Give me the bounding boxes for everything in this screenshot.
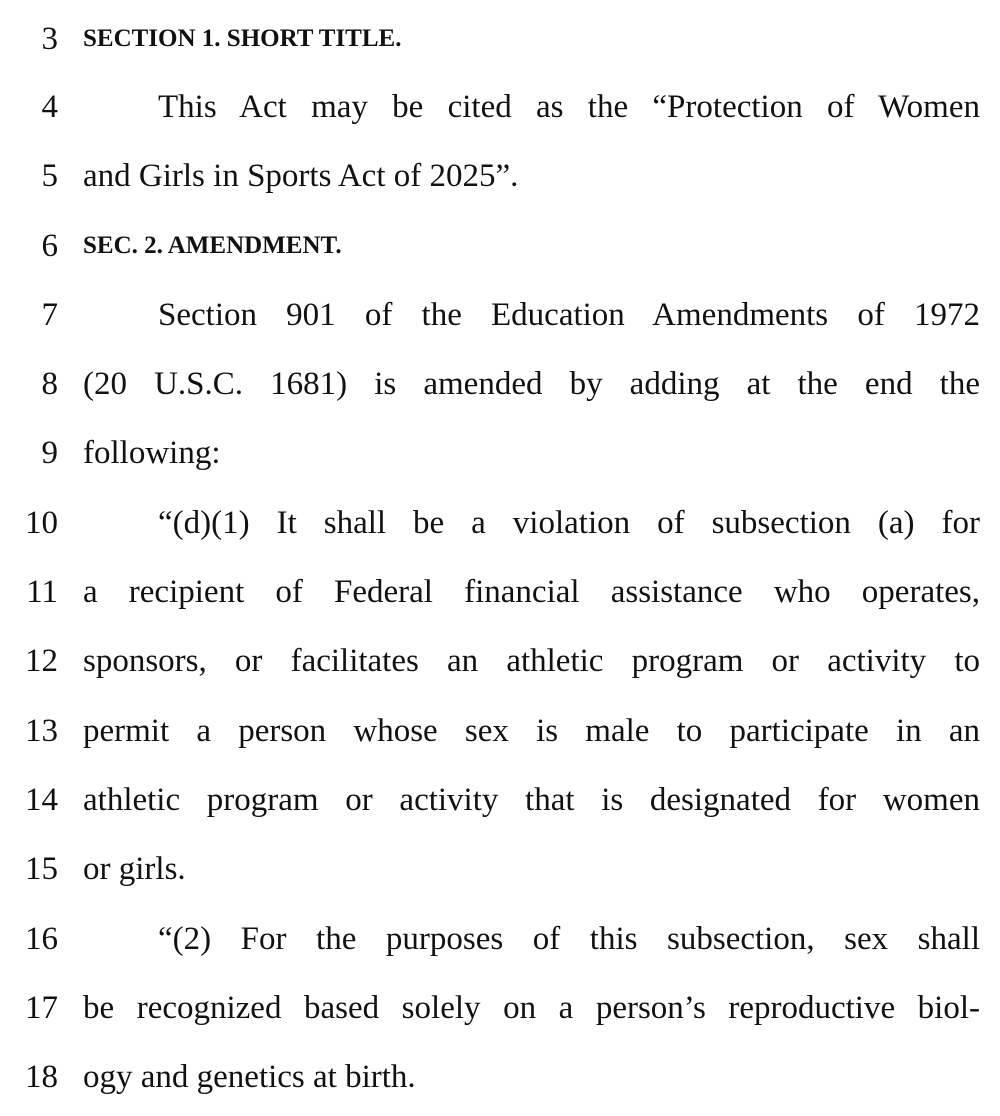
line-number: 12 bbox=[25, 643, 58, 679]
line-text: sponsors, or facilitates an athletic program or activity to bbox=[83, 643, 980, 679]
bill-line-4 bbox=[0, 82, 1000, 132]
bill-line-18 bbox=[0, 1052, 1000, 1102]
line-number: 9 bbox=[41, 435, 58, 471]
line-text: (20 U.S.C. 1681) is amended by adding at the end the bbox=[83, 366, 980, 402]
line-number: 8 bbox=[41, 366, 58, 402]
bill-line-14 bbox=[0, 775, 1000, 825]
line-number: 18 bbox=[25, 1059, 58, 1095]
line-text: or girls. bbox=[83, 851, 186, 887]
bill-line-13 bbox=[0, 706, 1000, 756]
bill-line-17 bbox=[0, 983, 1000, 1033]
line-number: 15 bbox=[25, 851, 58, 887]
line-text: “(d)(1) It shall be a violation of subsection (a) for bbox=[158, 505, 980, 541]
bill-line-3 bbox=[0, 14, 1000, 64]
line-number: 7 bbox=[41, 297, 58, 333]
bill-line-8 bbox=[0, 359, 1000, 409]
line-text: “(2) For the purposes of this subsection, sex shall bbox=[158, 921, 980, 957]
line-text: and Girls in Sports Act of 2025”. bbox=[83, 158, 519, 194]
line-number: 4 bbox=[41, 89, 58, 125]
line-number: 10 bbox=[25, 505, 58, 541]
bill-line-6 bbox=[0, 221, 1000, 271]
bill-line-11 bbox=[0, 567, 1000, 617]
bill-line-16 bbox=[0, 914, 1000, 964]
line-text: be recognized based solely on a person’s reproductive biol- bbox=[83, 990, 980, 1026]
line-text: permit a person whose sex is male to participate in an bbox=[83, 713, 980, 749]
line-number: 3 bbox=[41, 21, 58, 57]
line-number: 11 bbox=[26, 574, 58, 610]
section-1-heading: SECTION 1. SHORT TITLE. bbox=[83, 25, 402, 52]
line-number: 6 bbox=[41, 228, 58, 264]
bill-line-12 bbox=[0, 636, 1000, 686]
bill-line-9 bbox=[0, 428, 1000, 478]
line-text: athletic program or activity that is designated for women bbox=[83, 782, 980, 818]
bill-line-5 bbox=[0, 151, 1000, 201]
line-text: ogy and genetics at birth. bbox=[83, 1059, 416, 1095]
line-text: This Act may be cited as the “Protection of Women bbox=[158, 89, 980, 125]
line-number: 5 bbox=[41, 158, 58, 194]
line-text: following: bbox=[83, 435, 221, 471]
bill-line-15 bbox=[0, 844, 1000, 894]
line-text: Section 901 of the Education Amendments of 1972 bbox=[158, 297, 980, 333]
line-number: 17 bbox=[25, 990, 58, 1026]
line-number: 14 bbox=[25, 782, 58, 818]
line-number: 13 bbox=[25, 713, 58, 749]
bill-line-10 bbox=[0, 498, 1000, 548]
section-2-heading: SEC. 2. AMENDMENT. bbox=[83, 232, 342, 259]
line-number: 16 bbox=[25, 921, 58, 957]
line-text: a recipient of Federal financial assistance who operates, bbox=[83, 574, 980, 610]
bill-line-7 bbox=[0, 290, 1000, 340]
